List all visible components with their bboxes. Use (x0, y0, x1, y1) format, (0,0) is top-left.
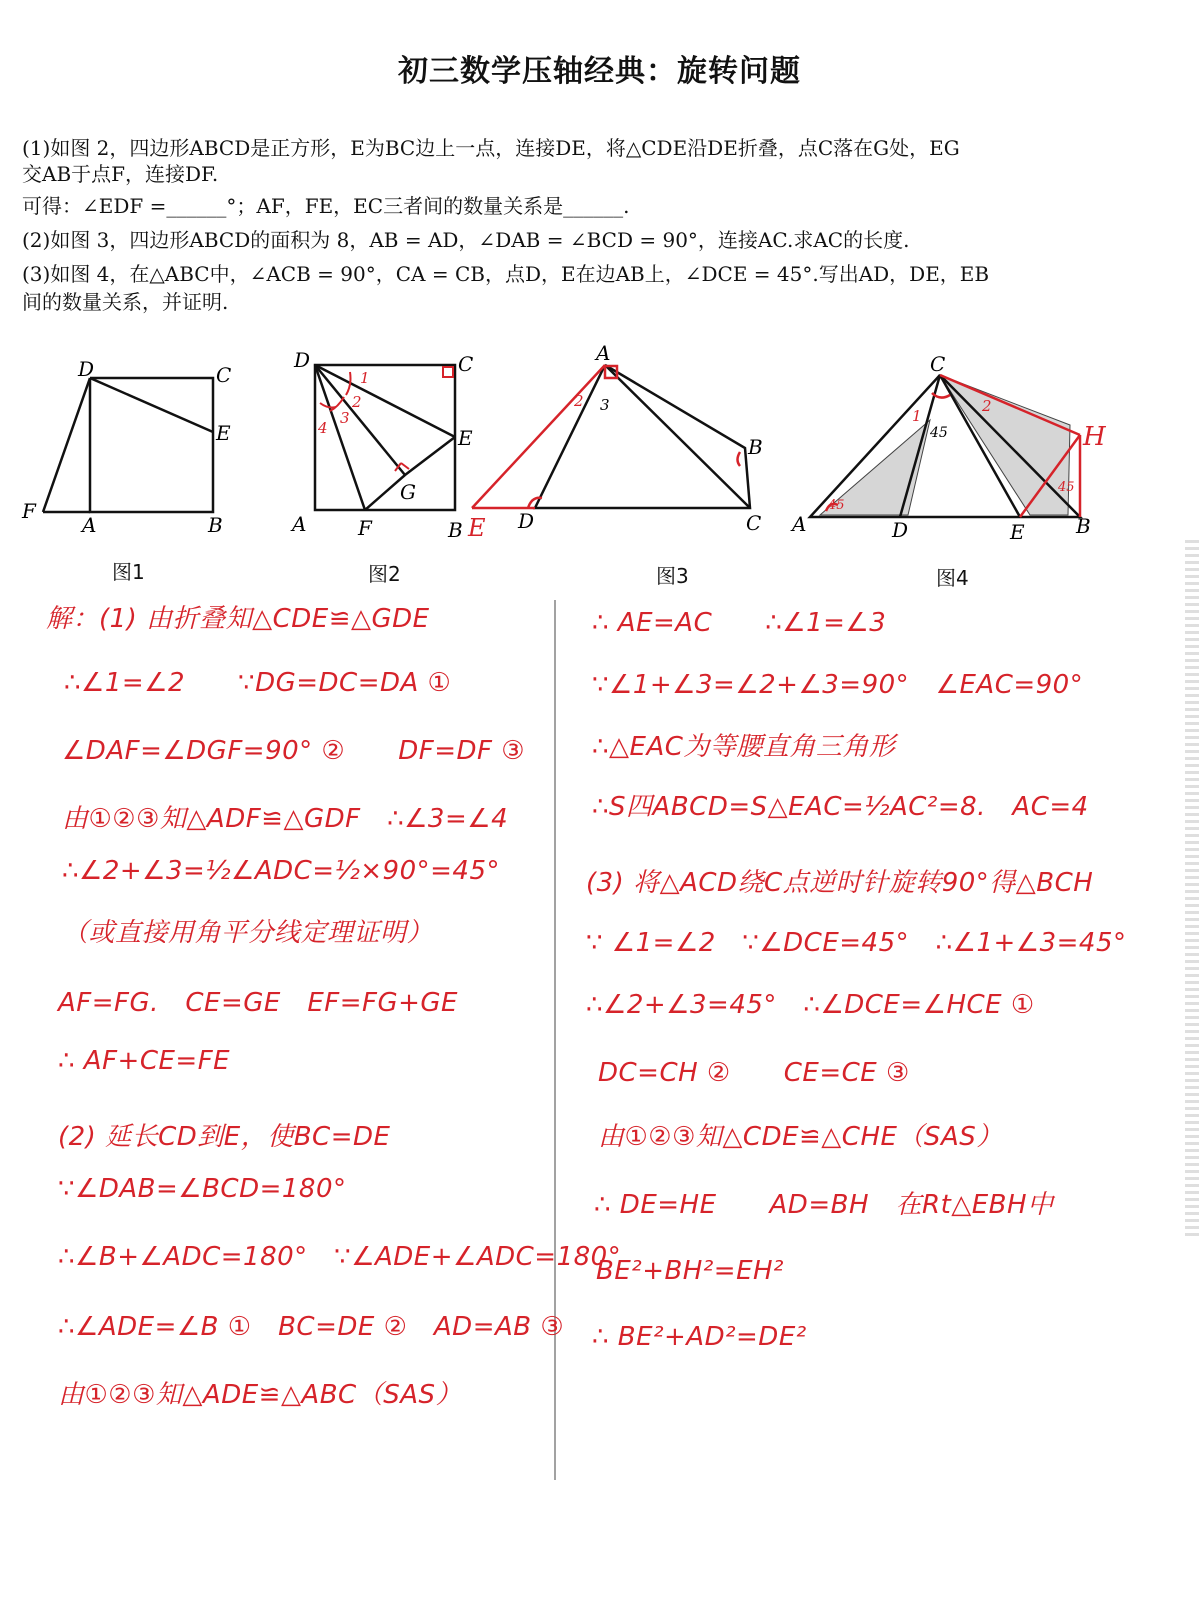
solution-right-line-8: DC=CH ② CE=CE ③ (598, 1058, 910, 1088)
figure-1 (18, 350, 258, 550)
fig1-caption: 图1 (112, 560, 145, 584)
fig4-label-D: D (892, 518, 909, 542)
solution-right-line-11: BE²+BH²=EH² (596, 1256, 784, 1286)
fig2-angle-3: 3 (340, 409, 350, 427)
fig2-angle-2: 2 (352, 393, 362, 411)
fig2-label-G: G (400, 480, 416, 504)
fig1-label-A: A (82, 513, 97, 537)
column-divider (554, 600, 556, 1480)
solution-left-line-2: ∴∠1=∠2 ∵DG=DC=DA ① (64, 668, 452, 698)
solution-left-line-11: ∴∠B+∠ADC=180° ∵∠ADE+∠ADC=180° (58, 1242, 622, 1272)
solution-right-line-10: ∴ DE=HE AD=BH 在Rt△EBH中 (594, 1190, 1054, 1220)
solution-right-line-7: ∴∠2+∠3=45° ∴∠DCE=∠HCE ① (586, 990, 1035, 1020)
solution-left-line-8: ∴ AF+CE=FE (58, 1046, 231, 1076)
page-title: 初三数学压轴经典：旋转问题 (398, 54, 801, 89)
fig3-label-E: E (468, 514, 486, 542)
fig4-label-B: B (1076, 514, 1091, 538)
solution-left-line-9: (2) 延长CD到E，使BC=DE (58, 1122, 391, 1152)
fig1-label-E: E (216, 421, 231, 445)
fig2-label-E: E (458, 426, 473, 450)
problem-3-line-1: (3)如图 4，在△ABC中，∠ACB = 90°，CA = CB，点D，E在边AB上，∠DCE = 45°.写出AD，DE，EB (22, 262, 990, 286)
problem-1-line-2: 交AB于点F，连接DF. (22, 162, 219, 186)
problem-1-line-3: 可得：∠EDF =______°；AF，FE，EC三者间的数量关系是______. (22, 194, 630, 218)
solution-right-line-3: ∴△EAC为等腰直角三角形 (592, 732, 896, 762)
figure-3 (470, 340, 780, 550)
fig4-angle-1: 1 (912, 407, 922, 425)
fig4-angle-45-top: 45 (930, 425, 948, 441)
fig2-label-C: C (458, 352, 474, 376)
solution-right-line-1: ∴ AE=AC ∴∠1=∠3 (592, 608, 887, 638)
solution-left-line-10: ∵∠DAB=∠BCD=180° (58, 1174, 347, 1204)
fig1-label-F: F (22, 499, 36, 523)
solution-left-line-4: 由①②③知△ADF≌△GDF ∴∠3=∠4 (62, 804, 509, 834)
solution-right-line-2: ∵∠1+∠3=∠2+∠3=90° ∠EAC=90° (592, 670, 1084, 700)
fig2-label-F: F (358, 516, 372, 540)
solution-left-line-1: 解：(1) 由折叠知△CDE≌△GDE (46, 604, 430, 634)
figure-4 (792, 345, 1120, 545)
fig2-angle-4: 4 (318, 419, 328, 437)
fig2-angle-1: 1 (360, 369, 370, 387)
fig4-angle-45-a: 45 (828, 498, 845, 513)
fig2-label-B: B (448, 518, 463, 542)
fig4-angle-45-b: 45 (1058, 480, 1075, 495)
fig3-label-C: C (746, 511, 762, 535)
fig2-caption: 图2 (368, 562, 401, 586)
fig1-label-D: D (78, 357, 95, 381)
fig3-caption: 图3 (656, 564, 689, 588)
solution-left-line-3: ∠DAF=∠DGF=90° ② DF=DF ③ (62, 736, 526, 766)
fig1-label-C: C (216, 363, 232, 387)
solution-right-line-6: ∵ ∠1=∠2 ∵∠DCE=45° ∴∠1+∠3=45° (586, 928, 1127, 958)
fig1-label-B: B (208, 513, 223, 537)
fig4-label-A: A (792, 512, 807, 536)
solution-left-line-5: ∴∠2+∠3=½∠ADC=½×90°=45° (62, 856, 501, 886)
solution-right-line-5: (3) 将△ACD绕C点逆时针旋转90°得△BCH (586, 868, 1094, 898)
problem-3-line-2: 间的数量关系，并证明. (22, 290, 229, 314)
fig4-label-H: H (1083, 422, 1106, 452)
solution-right-line-4: ∴S四ABCD=S△EAC=½AC²=8. AC=4 (592, 792, 1089, 822)
fig3-label-B: B (748, 435, 763, 459)
fig3-label-A: A (596, 341, 611, 365)
solution-right-line-12: ∴ BE²+AD²=DE² (592, 1322, 807, 1352)
fig3-angle-2: 2 (574, 392, 584, 410)
solution-right-line-9: 由①②③知△CDE≌△CHE（SAS） (598, 1122, 1003, 1152)
solution-left-line-6: （或直接用角平分线定理证明） (62, 918, 434, 948)
fig2-label-A: A (292, 512, 307, 536)
solution-left-line-12: ∴∠ADE=∠B ① BC=DE ② AD=AB ③ (58, 1312, 565, 1342)
solution-left-line-7: AF=FG. CE=GE EF=FG+GE (58, 988, 458, 1018)
fig4-caption: 图4 (936, 566, 969, 590)
fig4-label-E: E (1010, 520, 1025, 544)
fig3-angle-3: 3 (600, 396, 610, 414)
problem-1-line-1: (1)如图 2，四边形ABCD是正方形，E为BC边上一点，连接DE，将△CDE沿DE折叠，点C落在G处，EG (22, 136, 960, 160)
fig4-label-C: C (930, 352, 946, 376)
solution-left-line-13: 由①②③知△ADE≌△ABC（SAS） (58, 1380, 463, 1410)
figure-2 (280, 345, 490, 550)
problem-2-line: (2)如图 3，四边形ABCD的面积为 8，AB = AD，∠DAB = ∠BCD = 90°，连接AC.求AC的长度. (22, 228, 910, 252)
paper-edge-scan (1185, 540, 1199, 1240)
fig4-angle-2: 2 (982, 397, 992, 415)
fig3-label-D: D (518, 509, 535, 533)
fig2-label-D: D (294, 348, 311, 372)
